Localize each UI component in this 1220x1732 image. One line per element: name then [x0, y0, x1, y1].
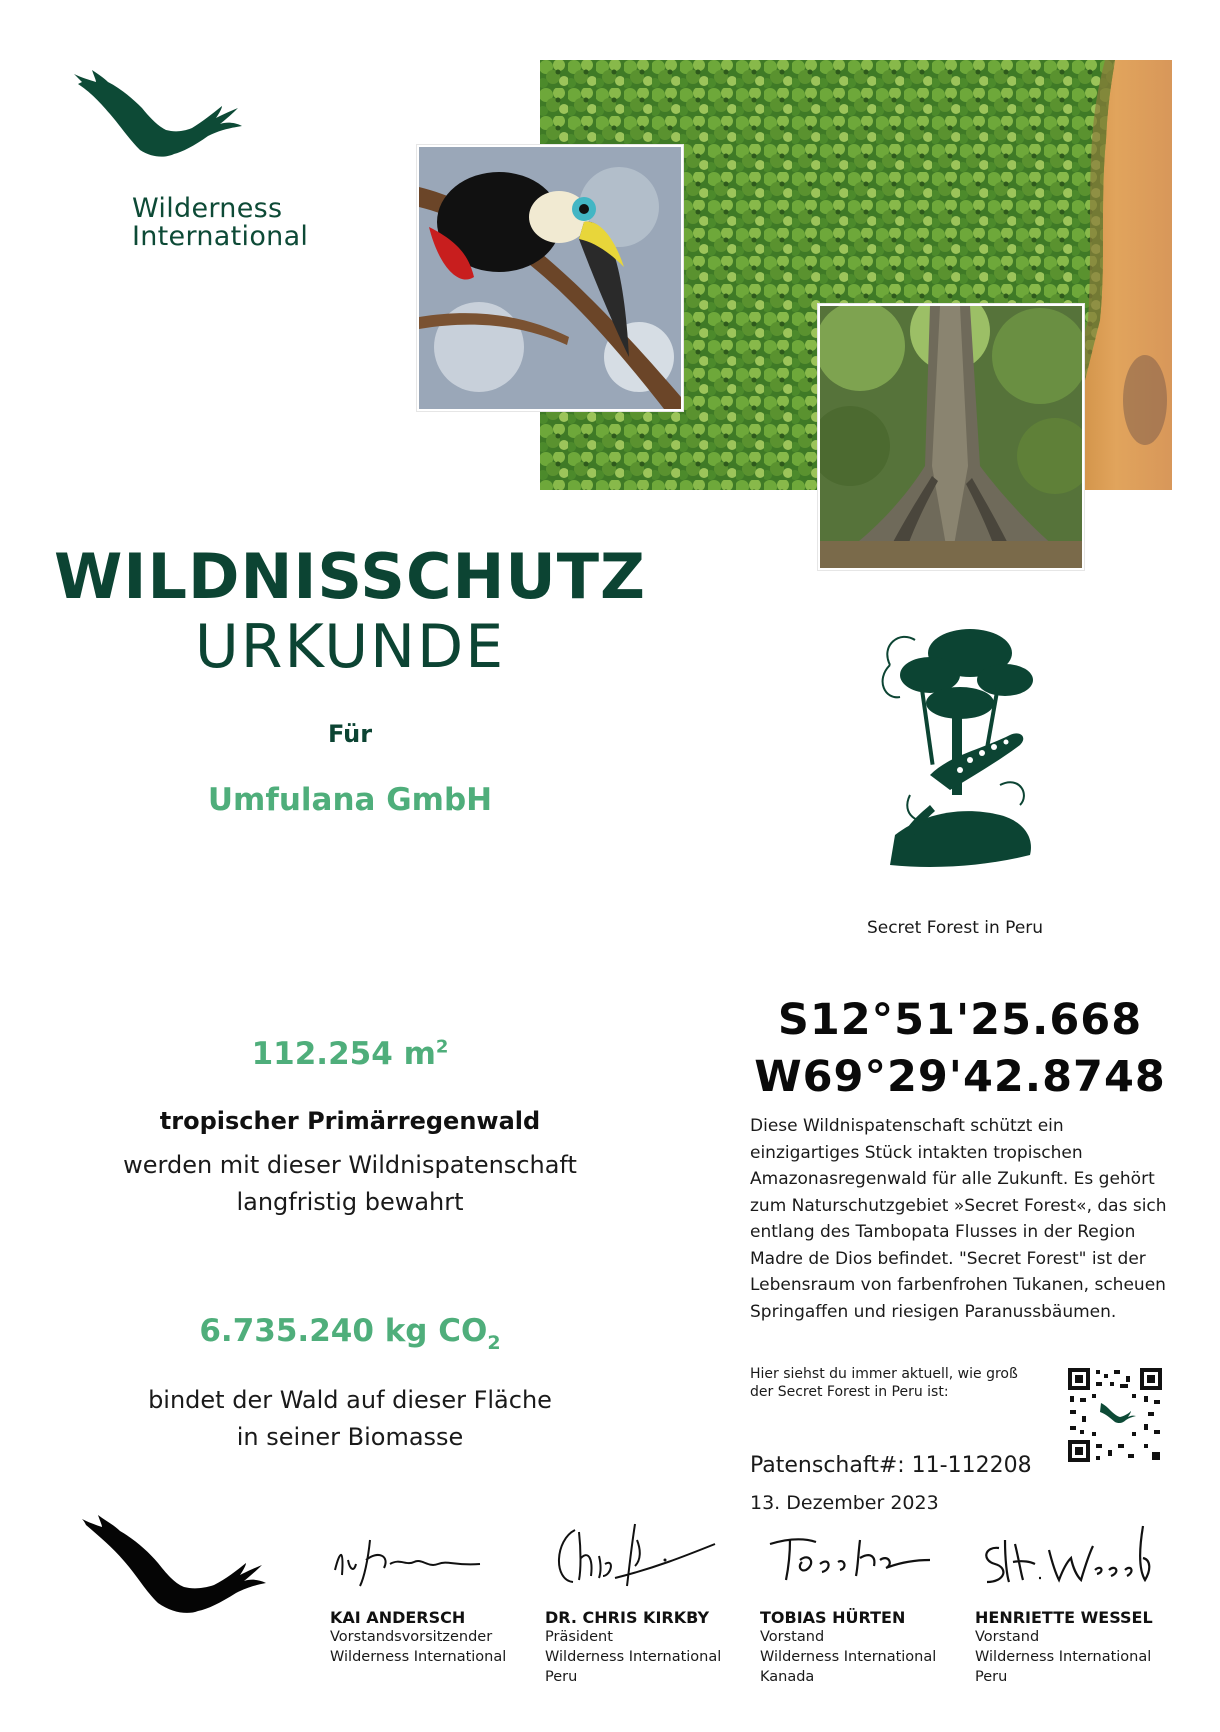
organization-logo	[70, 70, 330, 270]
co2-description-line1: bindet der Wald auf dieser Fläche	[148, 1386, 552, 1414]
eagle-logo-icon	[70, 70, 250, 190]
signatory-role: Vorstand	[760, 1629, 825, 1645]
forest-caption: Secret Forest in Peru	[866, 918, 1044, 938]
area-unit-exponent: 2	[435, 1036, 449, 1058]
co2-subscript: 2	[487, 1332, 501, 1354]
certificate-date: 13. Dezember 2023	[750, 1492, 939, 1514]
signature-block-2	[545, 1520, 745, 1687]
area-description-line1: werden mit dieser Wildnispatenschaft	[123, 1151, 577, 1179]
signatory-role: Vorstand	[975, 1629, 1040, 1645]
for-label: Für	[327, 720, 373, 748]
giant-tree-photo	[818, 304, 1084, 570]
signatory-name: TOBIAS HÜRTEN	[760, 1608, 906, 1627]
area-description-line2: langfristig bewahrt	[236, 1188, 464, 1216]
co2-number: 6.735.240 kg CO	[199, 1313, 488, 1349]
signature-block-3	[760, 1520, 960, 1687]
co2-description	[90, 1382, 610, 1456]
signatory-country: Peru	[975, 1669, 1008, 1685]
logo-text-line2: International	[132, 221, 309, 252]
signatory-org: Wilderness International	[760, 1649, 937, 1665]
area-label: tropischer Primärregenwald	[159, 1107, 541, 1135]
eagle-emblem	[80, 1515, 270, 1630]
qr-code-icon	[1068, 1368, 1162, 1462]
recipient-name: Umfulana GmbH	[207, 782, 493, 818]
toucan-photo	[417, 145, 683, 411]
area-number: 112.254 m	[251, 1036, 436, 1072]
signatory-org: Wilderness International	[330, 1649, 507, 1665]
signature-block-4	[975, 1520, 1175, 1687]
signatory-name: DR. CHRIS KIRKBY	[545, 1608, 710, 1627]
area-description	[90, 1147, 610, 1221]
signatory-org: Wilderness International	[975, 1649, 1152, 1665]
tree-jaguar-icon	[870, 625, 1040, 880]
eagle-icon	[80, 1515, 270, 1630]
signature-andersch-icon	[330, 1520, 510, 1590]
signature-kirkby-icon	[545, 1520, 725, 1590]
signature-wessel-icon	[975, 1520, 1155, 1590]
signatory-role: Vorstandsvorsitzender	[330, 1629, 493, 1645]
co2-value	[110, 1313, 590, 1354]
signatory-name: HENRIETTE WESSEL	[975, 1608, 1153, 1627]
coordinate-longitude: W69°29'42.8748	[754, 1052, 1166, 1102]
signatory-role: Präsident	[545, 1629, 613, 1645]
signatory-country: Kanada	[760, 1669, 815, 1685]
sponsorship-number: Patenschaft#: 11-112208	[750, 1453, 1032, 1478]
signatory-org: Wilderness International	[545, 1649, 722, 1665]
qr-note: Hier siehst du immer aktuell, wie groß der Secret Forest in Peru ist:	[750, 1366, 1018, 1400]
certificate-subtitle: URKUNDE	[194, 612, 506, 682]
signature-huerten-icon	[760, 1520, 940, 1590]
coordinate-latitude: S12°51'25.668	[777, 995, 1143, 1045]
logo-text-line1: Wilderness	[132, 193, 283, 224]
area-value	[140, 1036, 560, 1072]
co2-description-line2: in seiner Biomasse	[236, 1423, 464, 1451]
signatory-name: KAI ANDERSCH	[330, 1608, 466, 1627]
certificate-title: WILDNISSCHUTZ	[54, 540, 646, 613]
signature-block-1	[330, 1520, 530, 1667]
forest-illustration	[870, 625, 1040, 880]
signatory-country: Peru	[545, 1669, 578, 1685]
qr-code[interactable]	[1068, 1368, 1162, 1462]
forest-description: Diese Wildnispatenschaft schützt ein einzigartiges Stück intakten tropischen Amazonasregenwald für alle Zukunft. Es gehört zum Naturschutzgebiet »Secret Forest«, das sich entlang des Tambopata Flusses in der Region Madre de Dios befindet. "Secret Forest" ist der Lebensraum von farbenfrohen Tukanen, scheuen Springaffen und riesigen Paranussbäumen.	[750, 1116, 1167, 1322]
